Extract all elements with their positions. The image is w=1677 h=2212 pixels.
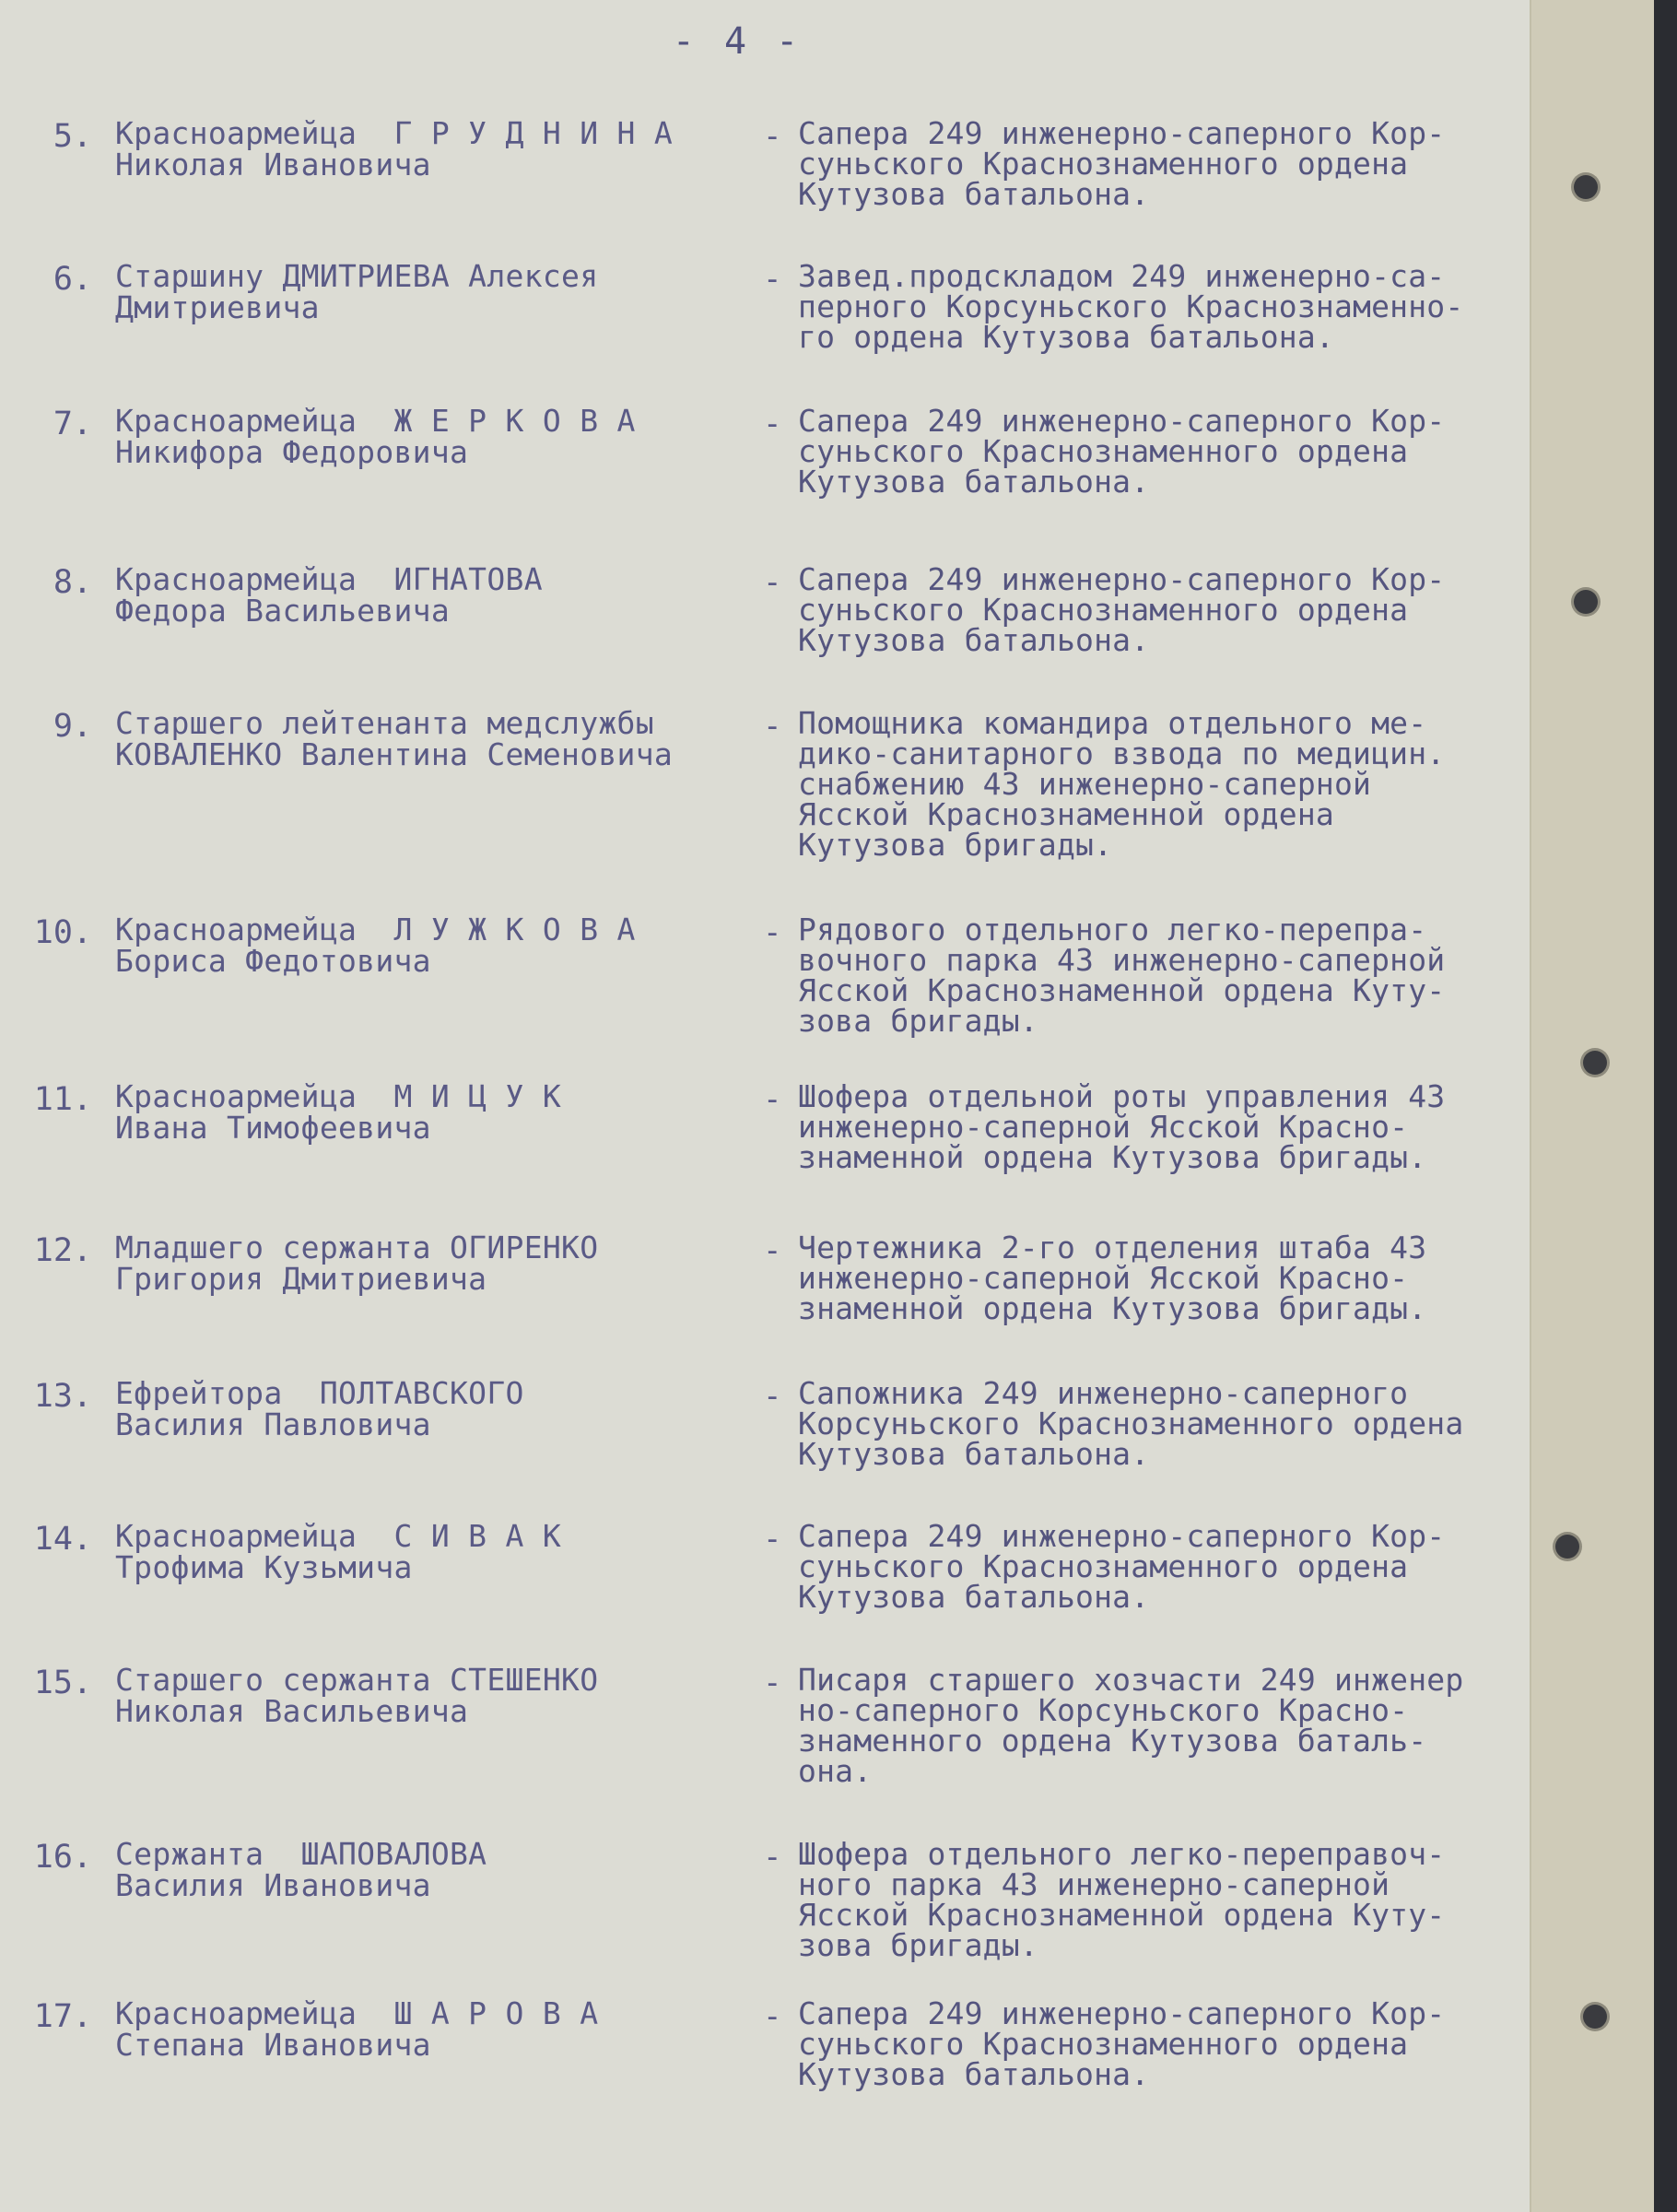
binding-margin [1530,0,1656,2212]
entry-dash: - [763,1998,782,2035]
entry-dash: - [763,708,782,745]
punch-hole [1583,1051,1607,1075]
entry-person: Младшего сержанта ОГИРЕНКО Григория Дмитриевича [115,1230,599,1297]
entry-position: Чертежника 2-го отделения штаба 43 инженерно-саперной Ясской Красно- знаменной ордена Кутузова бригады. [798,1230,1427,1326]
entry-number: 16. [33,1839,92,1876]
entry-position: Сапера 249 инженерно-саперного Кор- суньского Краснознаменного ордена Кутузова батальона. [798,1518,1446,1615]
entry-position: Рядового отдельного легко-перепра- вочного парка 43 инженерно-саперной Ясской Краснознаменной ордена Куту- зова бригады. [798,912,1446,1039]
entry-dash: - [763,261,782,298]
entry-person: Старшего лейтенанта медслужбы КОВАЛЕНКО Валентина Семеновича [115,705,674,772]
entry-number: 15. [33,1665,92,1701]
entry-dash: - [763,564,782,601]
punch-hole [1555,1535,1579,1559]
page-number: - 4 - [672,20,803,63]
entry-number: 7. [53,406,92,442]
entry-number: 6. [53,261,92,298]
entry-dash: - [763,914,782,951]
entry-number: 9. [53,708,92,745]
entry-number: 11. [33,1081,92,1118]
entry-person: Ефрейтора ПОЛТАВСКОГО Василия Павловича [115,1375,524,1442]
entry-number: 5. [53,118,92,155]
entry-position: Сапера 249 инженерно-саперного Кор- суньского Краснознаменного ордена Кутузова батальона. [798,1995,1446,2092]
entry-person: Красноармейца С И В А К Трофима Кузьмича [115,1518,562,1585]
entry-dash: - [763,1665,782,1701]
entry-dash: - [763,1839,782,1876]
entry-dash: - [763,1521,782,1558]
entry-number: 14. [33,1521,92,1558]
punch-hole [1574,590,1598,614]
entry-dash: - [763,118,782,155]
entry-number: 10. [33,914,92,951]
entry-position: Шофера отдельного легко-переправоч- ного парка 43 инженерно-саперной Ясской Краснознаменной ордена Куту- зова бригады. [798,1836,1446,1963]
entry-dash: - [763,1232,782,1269]
entry-person: Красноармейца Ш А Р О В А Степана Ивановича [115,1995,599,2063]
punch-hole [1583,2005,1607,2029]
entry-dash: - [763,1081,782,1118]
entry-position: Завед.продскладом 249 инженерно-са- перного Корсуньского Краснознаменно- го ордена Кутузова батальона. [798,258,1464,355]
punch-hole [1574,175,1598,199]
entry-person: Красноармейца ИГНАТОВА Федора Васильевича [115,561,543,629]
entry-person: Сержанта ШАПОВАЛОВА Василия Ивановича [115,1836,487,1903]
entry-person: Красноармейца Ж Е Р К О В А Никифора Федоровича [115,403,636,470]
entry-position: Сапера 249 инженерно-саперного Кор- суньского Краснознаменного ордена Кутузова батальона. [798,115,1446,212]
entry-person: Красноармейца М И Ц У К Ивана Тимофеевича [115,1078,562,1146]
entry-person: Красноармейца Л У Ж К О В А Бориса Федотовича [115,912,636,979]
scan-edge [1654,0,1677,2212]
entry-number: 17. [33,1998,92,2035]
entry-number: 12. [33,1232,92,1269]
entry-position: Шофера отдельной роты управления 43 инженерно-саперной Ясской Красно- знаменной ордена Кутузова бригады. [798,1078,1446,1175]
entry-position: Сапера 249 инженерно-саперного Кор- суньского Краснознаменного ордена Кутузова батальона. [798,403,1446,500]
entry-number: 13. [33,1378,92,1415]
entry-person: Старшего сержанта СТЕШЕНКО Николая Васильевича [115,1662,599,1729]
entry-number: 8. [53,564,92,601]
entry-position: Сапожника 249 инженерно-саперного Корсуньского Краснознаменного ордена Кутузова батальона. [798,1375,1464,1472]
entry-dash: - [763,1378,782,1415]
entry-person: Старшину ДМИТРИЕВА Алексея Дмитриевича [115,258,599,325]
entry-position: Помощника командира отдельного ме- дико-санитарного взвода по медицин. снабжению 43 инженерно-саперной Ясской Краснознаменной ордена Кутузова бригады. [798,705,1446,863]
entry-person: Красноармейца Г Р У Д Н И Н А Николая Ивановича [115,115,674,182]
entry-dash: - [763,406,782,442]
entry-position: Сапера 249 инженерно-саперного Кор- суньского Краснознаменного ордена Кутузова батальона. [798,561,1446,658]
entry-position: Писаря старшего хозчасти 249 инженер но-саперного Корсуньского Красно- знаменного ордена Кутузова баталь- она. [798,1662,1464,1789]
